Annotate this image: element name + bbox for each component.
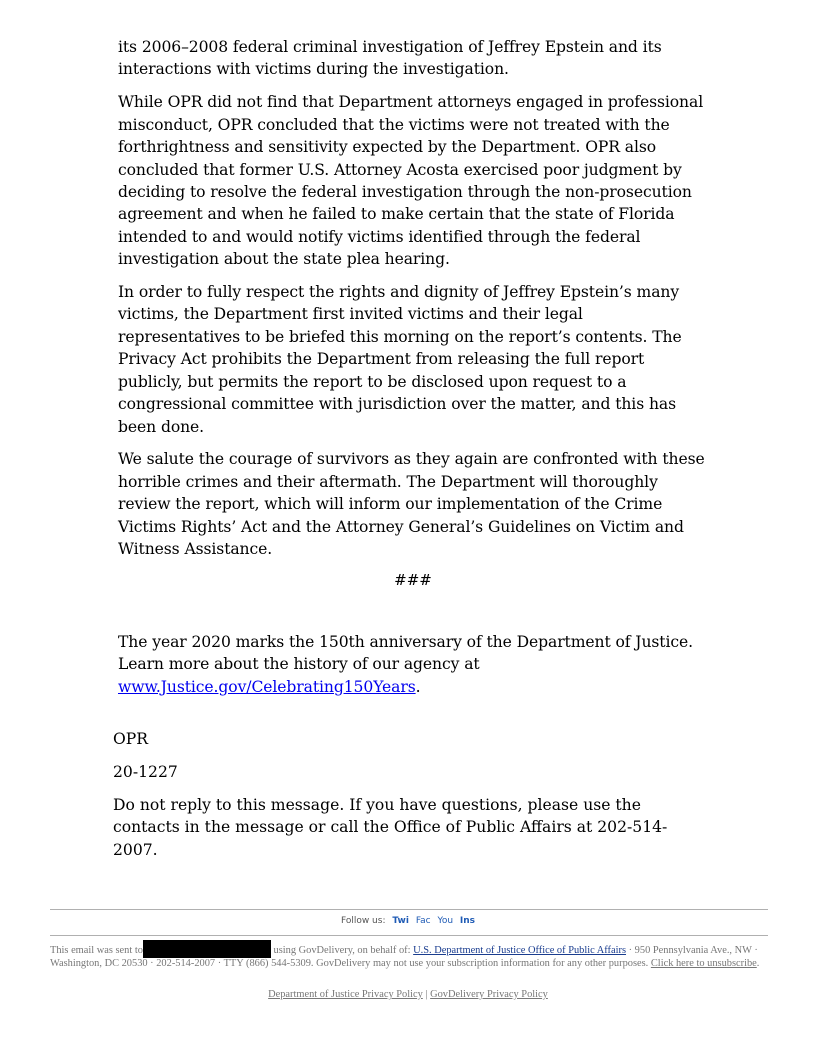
sent-to-text: This email was sent to bbox=[50, 945, 143, 956]
anniversary-end: . bbox=[415, 677, 421, 696]
component-label: OPR bbox=[113, 730, 149, 748]
unsubscribe-link[interactable]: Click here to unsubscribe bbox=[650, 958, 757, 969]
footer-divider-top bbox=[50, 909, 768, 910]
paragraph-salute: We salute the courage of survivors as they again are confronted with these horrible crimes and their aftermath. The Department will thoroughly review the report, which will inform our implementation of the Crime Victims Rights’ Act and the Attorney General’s Guidelines on Victim and Witness Assistance. bbox=[118, 450, 705, 559]
press-release-body bbox=[118, 36, 708, 589]
footer-divider-bottom bbox=[50, 935, 768, 936]
facebook-link[interactable]: Fac bbox=[415, 916, 431, 926]
anniversary-note bbox=[118, 631, 708, 698]
fine-end: . bbox=[756, 958, 760, 969]
twitter-link[interactable]: Twi bbox=[392, 916, 409, 926]
paragraph-victims: In order to fully respect the rights and dignity of Jeffrey Epstein’s many victims, the Department first invited victims and their legal representatives to be briefed this morning on the report’s contents. The Privacy Act prohibits the Department from releasing the full report publicly, but permits the report to be disclosed upon request to a congressional committee with jurisdiction over the matter, and this has been done. bbox=[118, 283, 682, 436]
instagram-link[interactable]: Ins bbox=[459, 916, 476, 926]
govdelivery-text: using GovDelivery, on behalf of: bbox=[273, 945, 411, 956]
govdelivery-privacy-policy-link[interactable]: GovDelivery Privacy Policy bbox=[430, 989, 548, 1000]
follow-us-bar bbox=[0, 916, 816, 926]
anniversary-text: The year 2020 marks the 150th anniversary of the Department of Justice. Learn more about the history of our agency at bbox=[118, 633, 693, 674]
redacted-email bbox=[143, 940, 271, 958]
celebrating-150-years-link[interactable]: www.Justice.gov/Celebrating150Years bbox=[118, 677, 416, 696]
footer-fine-print bbox=[50, 940, 768, 970]
follow-us-label: Follow us: bbox=[340, 916, 386, 926]
address-text: · 950 Pennsylvania Ave., NW · Washington, DC 20530 · 202-514-2007 · TTY (866) 544-5309. GovDelivery may not use your subscription information for any other purposes. bbox=[50, 945, 758, 969]
end-separator: ### bbox=[394, 570, 432, 589]
youtube-link[interactable]: You bbox=[437, 916, 454, 926]
privacy-links bbox=[0, 989, 816, 1000]
doj-office-link[interactable]: U.S. Department of Justice Office of Public Affairs bbox=[413, 945, 627, 956]
privacy-separator: | bbox=[425, 989, 428, 1000]
paragraph-intro: its 2006–2008 federal criminal investigation of Jeffrey Epstein and its interactions with victims during the investigation. bbox=[118, 38, 662, 79]
paragraph-findings: While OPR did not find that Department attorneys engaged in professional misconduct, OPR concluded that the victims were not treated with the forthrightness and sensitivity expected by the Department. OPR also concluded that former U.S. Attorney Acosta exercised poor judgment by deciding to resolve the federal investigation through the non-prosecution agreement and when he failed to make certain that the state of Florida intended to and would notify victims identified through the federal investigation about the state plea hearing. bbox=[118, 93, 704, 269]
doj-privacy-policy-link[interactable]: Department of Justice Privacy Policy bbox=[268, 989, 423, 1000]
reply-notice: Do not reply to this message. If you have questions, please use the contacts in the message or call the Office of Public Affairs at 202-514-2007. bbox=[113, 796, 668, 859]
release-number: 20-1227 bbox=[113, 763, 178, 781]
